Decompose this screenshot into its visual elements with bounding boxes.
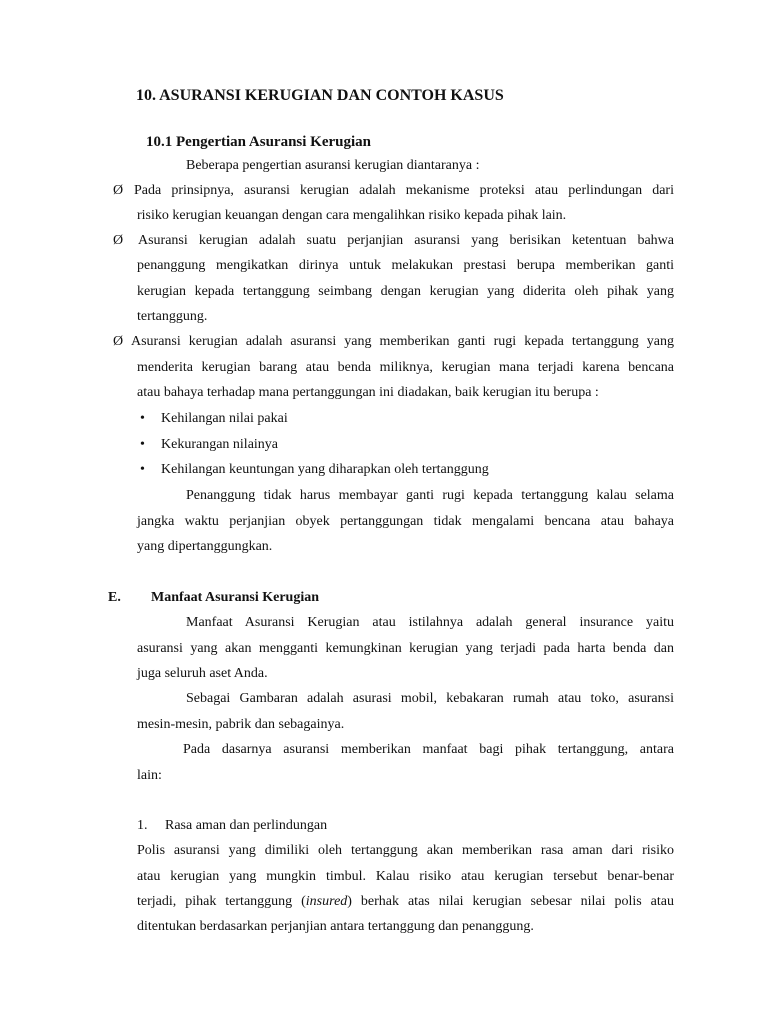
definition-2-line: penanggung mengikatkan dirinya untuk melakukan prestasi berupa memberikan ganti bbox=[137, 258, 674, 273]
definition-3-line: menderita kerugian barang atau benda miliknya, kerugian mana terjadi karena bencana bbox=[137, 360, 674, 375]
benefit-text-line bbox=[137, 893, 674, 911]
section-e-para-3-line: lain: bbox=[137, 768, 162, 783]
bullet-icon: • bbox=[140, 437, 145, 452]
definition-2-line: Asuransi kerugian adalah suatu perjanjian asuransi yang berisikan ketentuan bahwa bbox=[138, 233, 674, 248]
benefit-text-line: ditentukan berdasarkan perjanjian antara tertanggung dan penanggung. bbox=[137, 919, 534, 934]
benefit-text-segment: terjadi, pihak tertanggung ( bbox=[137, 894, 306, 909]
benefit-title: Rasa aman dan perlindungan bbox=[165, 818, 328, 833]
section-e-para-1-line: juga seluruh aset Anda. bbox=[137, 666, 268, 681]
section-e-para-1-line: Manfaat Asuransi Kerugian atau istilahnya adalah general insurance yaitu bbox=[186, 615, 674, 630]
insured-term: insured bbox=[305, 894, 348, 909]
section-e-para-2-line: Sebagai Gambaran adalah asurasi mobil, kebakaran rumah atau toko, asuransi bbox=[186, 691, 674, 706]
definition-2-line: tertanggung. bbox=[137, 309, 208, 324]
definition-3-line: atau bahaya terhadap mana pertanggungan ini diadakan, baik kerugian itu berupa : bbox=[137, 385, 599, 400]
benefit-text-line: atau kerugian yang mungkin timbul. Kalau risiko atau kerugian tersebut benar-benar bbox=[137, 869, 674, 884]
insurer-note-line: jangka waktu perjanjian obyek pertanggungan tidak mengalami bencana atau bahaya bbox=[137, 514, 674, 529]
benefit-text-line: Polis asuransi yang dimiliki oleh tertanggung akan memberikan rasa aman dari risiko bbox=[137, 843, 674, 858]
definition-1-line: Pada prinsipnya, asuransi kerugian adalah mekanisme proteksi atau perlindungan dari bbox=[134, 183, 674, 198]
definition-2-line: kerugian kepada tertanggung seimbang dengan kerugian yang diderita oleh pihak yang bbox=[137, 284, 674, 299]
arrow-bullet-icon: Ø bbox=[113, 233, 124, 248]
definition-3-line: Asuransi kerugian adalah asuransi yang memberikan ganti rugi kepada tertanggung yang bbox=[131, 334, 674, 349]
loss-type-item: Kekurangan nilainya bbox=[161, 437, 279, 452]
section-e-para-3-line: Pada dasarnya asuransi memberikan manfaat bagi pihak tertanggung, antara bbox=[183, 742, 674, 757]
heading: 10. ASURANSI KERUGIAN DAN CONTOH KASUS bbox=[136, 87, 504, 104]
loss-type-item: Kehilangan keuntungan yang diharapkan oleh tertanggung bbox=[161, 462, 489, 477]
loss-type-item: Kehilangan nilai pakai bbox=[161, 411, 288, 426]
section-e-para-2-line: mesin-mesin, pabrik dan sebagainya. bbox=[137, 717, 345, 732]
subheading: 10.1 Pengertian Asuransi Kerugian bbox=[146, 134, 372, 150]
insurer-note-line: yang dipertanggungkan. bbox=[137, 539, 273, 554]
benefit-number: 1. bbox=[137, 818, 148, 833]
benefit-text-segment: ) berhak atas nilai kerugian sebesar nilai polis atau bbox=[347, 894, 674, 909]
section-e-letter: E. bbox=[108, 590, 121, 605]
arrow-bullet-icon: Ø bbox=[113, 183, 124, 198]
section-e-para-1-line: asuransi yang akan mengganti kemungkinan kerugian yang terjadi pada harta benda dan bbox=[137, 641, 674, 656]
bullet-icon: • bbox=[140, 411, 145, 426]
arrow-bullet-icon: Ø bbox=[113, 334, 124, 349]
section-e-title: Manfaat Asuransi Kerugian bbox=[151, 590, 320, 605]
insurer-note-line: Penanggung tidak harus membayar ganti rugi kepada tertanggung kalau selama bbox=[186, 488, 674, 503]
intro-text: Beberapa pengertian asuransi kerugian diantaranya : bbox=[186, 158, 480, 173]
bullet-icon: • bbox=[140, 462, 145, 477]
definition-1-line: risiko kerugian keuangan dengan cara mengalihkan risiko kepada pihak lain. bbox=[137, 208, 567, 223]
